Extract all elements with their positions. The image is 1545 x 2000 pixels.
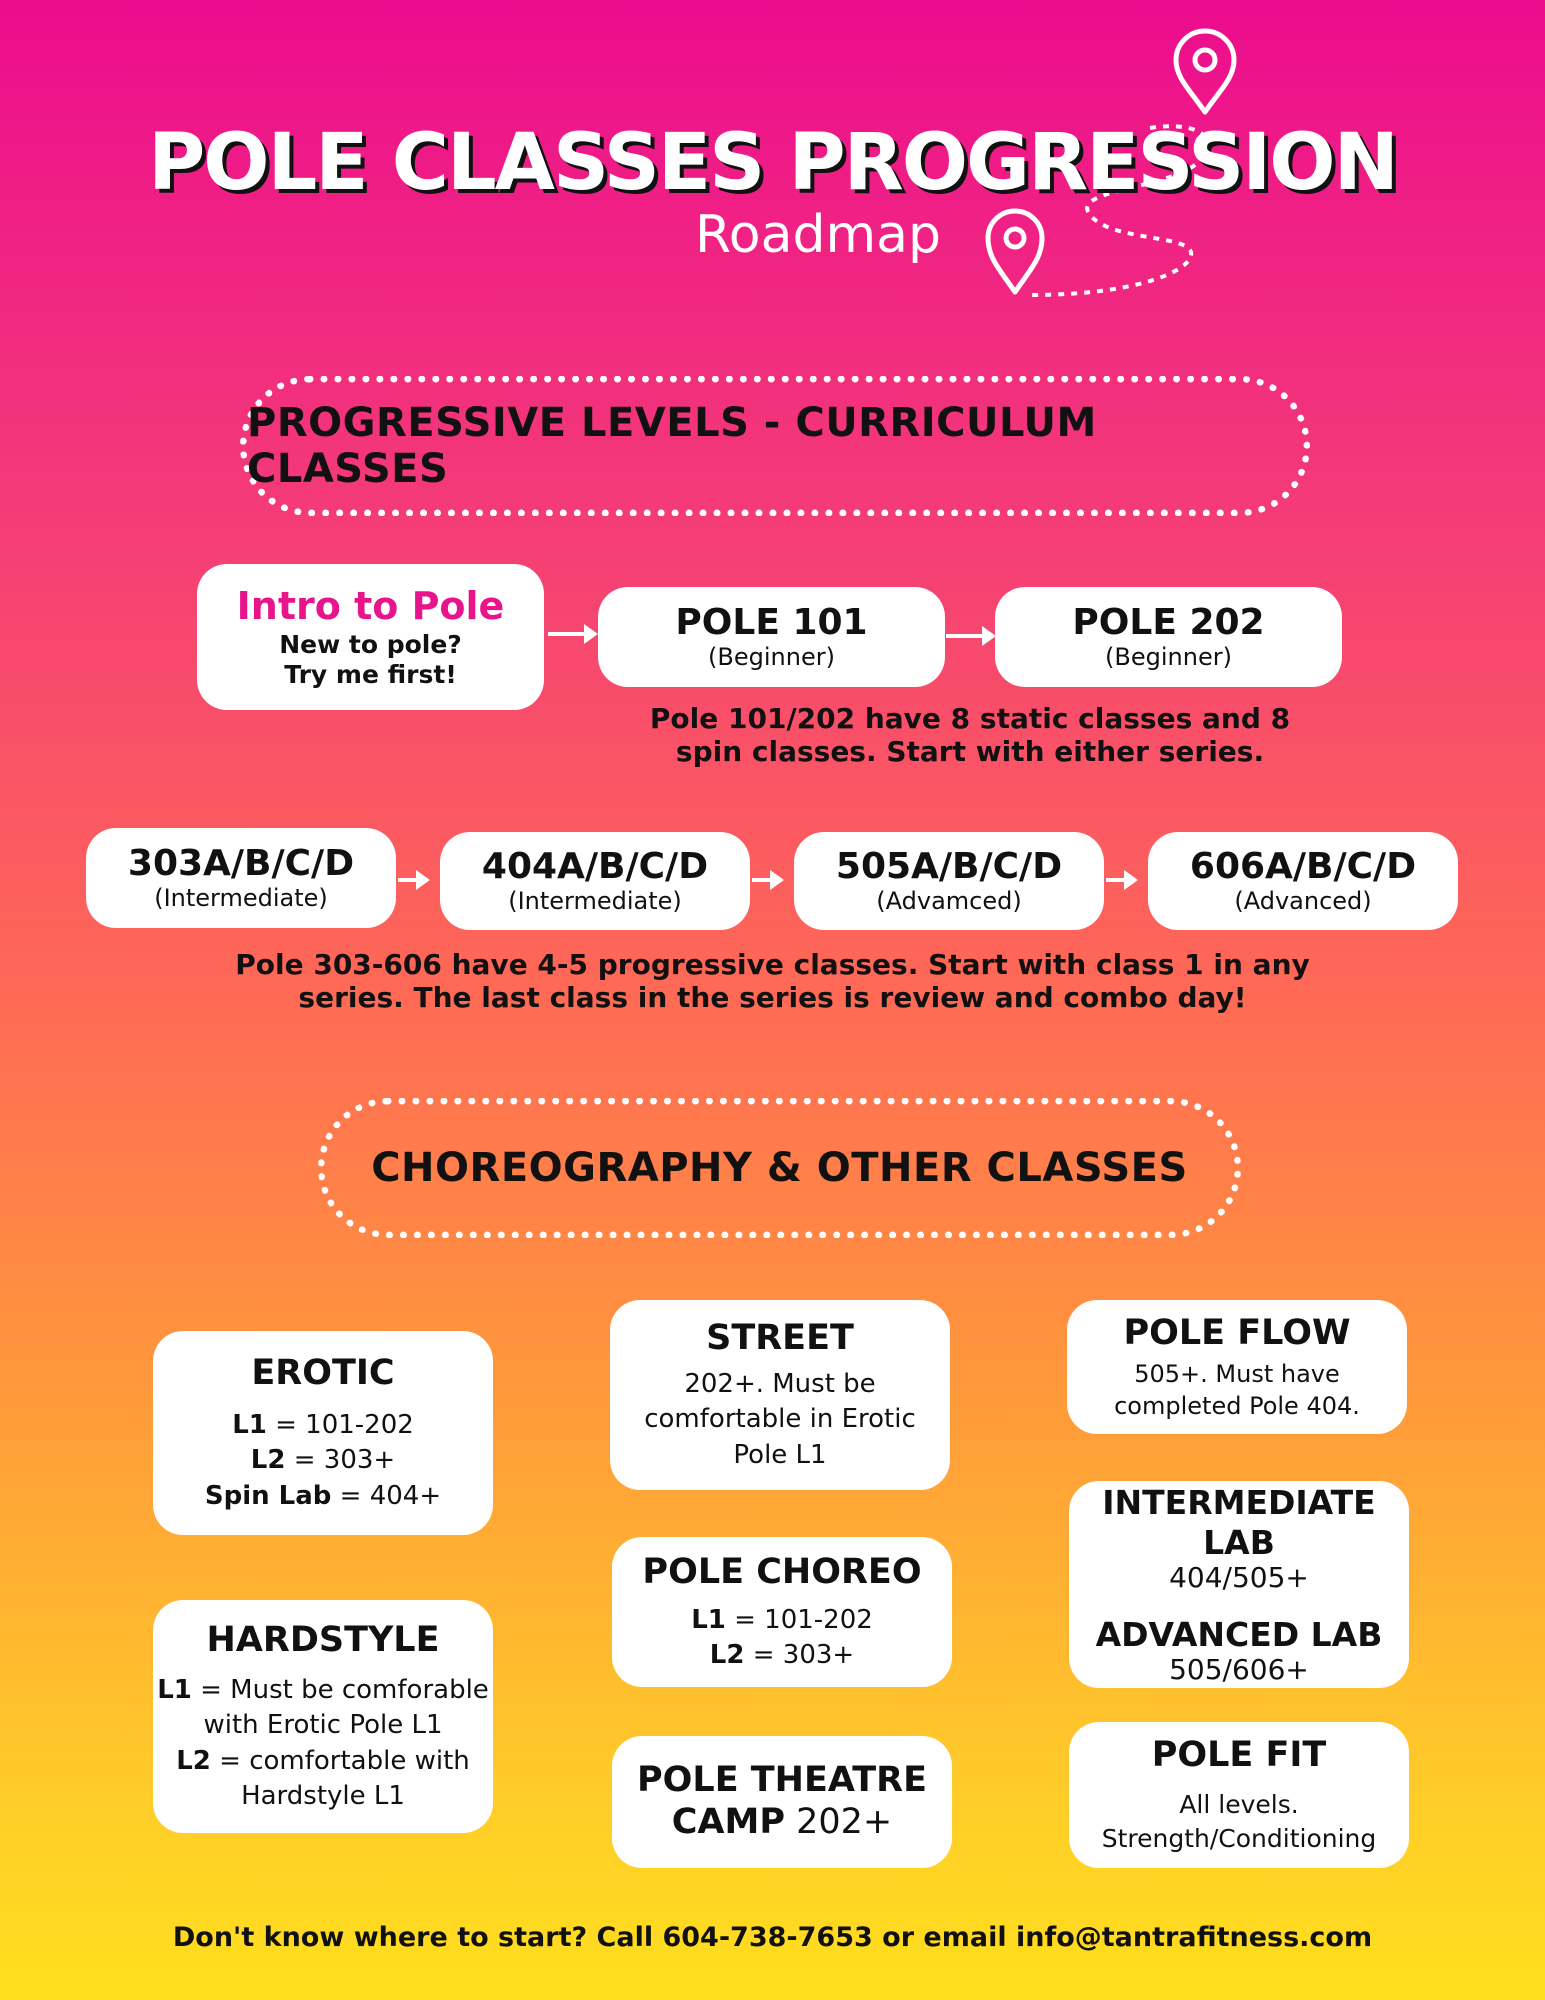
- page-title: POLE CLASSES PROGRESSION: [148, 118, 1397, 208]
- note-line: Pole 101/202 have 8 static classes and 8: [649, 702, 1291, 735]
- level-card-pole-101: [598, 587, 945, 687]
- card-line: [691, 1603, 873, 1638]
- level-difficulty: (Beginner): [708, 643, 835, 672]
- card-line: [710, 1638, 854, 1673]
- card-title: STREET: [706, 1318, 854, 1359]
- level-difficulty: (Intermediate): [154, 884, 328, 913]
- card-line: [205, 1479, 441, 1514]
- card-level: 404/505+: [1169, 1560, 1309, 1594]
- pole-theatre-card: [612, 1736, 952, 1868]
- level-difficulty: (Beginner): [1105, 643, 1232, 672]
- card-title: CAMP: [671, 1802, 785, 1843]
- level-card-404: [440, 832, 750, 930]
- section-title: CHOREOGRAPHY & OTHER CLASSES: [371, 1145, 1188, 1191]
- value: = 303+: [744, 1640, 855, 1670]
- level-name: POLE 101: [675, 601, 868, 643]
- section-header-choreo: [318, 1098, 1241, 1238]
- level-difficulty: (Advamced): [876, 887, 1022, 916]
- pole-flow-card: [1067, 1300, 1407, 1434]
- arrow-icon: [398, 878, 420, 882]
- card-title: INTERMEDIATE LAB: [1102, 1483, 1376, 1562]
- card-line: completed Pole 404.: [1114, 1392, 1360, 1420]
- level-name: 505A/B/C/D: [835, 845, 1063, 887]
- card-title: POLE CHOREO: [642, 1551, 922, 1592]
- location-pin-icon: [1176, 0, 1234, 112]
- level-name: POLE 202: [1072, 601, 1265, 643]
- card-line: Hardstyle L1: [241, 1780, 405, 1811]
- card-line: comfortable in Erotic: [644, 1404, 916, 1435]
- intro-to-pole-card: [197, 564, 544, 710]
- level-card-505: [794, 832, 1104, 930]
- level-card-303: [86, 828, 396, 928]
- level: 202+: [785, 1802, 893, 1843]
- card-line: [176, 1744, 470, 1779]
- level-name: 303A/B/C/D: [127, 842, 355, 884]
- note-line: series. The last class in the series is review and combo day!: [298, 981, 1247, 1015]
- arrow-icon: [548, 632, 588, 636]
- level-card-pole-202: [995, 587, 1342, 687]
- level-difficulty: (Advanced): [1234, 887, 1372, 916]
- value: = 101-202: [725, 1604, 873, 1635]
- card-line: [157, 1673, 489, 1708]
- card-title: ADVANCED LAB: [1095, 1615, 1383, 1655]
- intro-line-2: Try me first!: [284, 659, 457, 689]
- card-line: All levels.: [1179, 1790, 1299, 1820]
- value: = 404+: [331, 1480, 442, 1511]
- card-line: 505+. Must have: [1134, 1359, 1340, 1388]
- card-line: [251, 1443, 395, 1478]
- arrow-icon: [946, 634, 986, 638]
- level-difficulty: (Intermediate): [508, 887, 682, 916]
- intro-line-1: New to pole?: [279, 629, 462, 659]
- card-level: 505/606+: [1169, 1652, 1309, 1686]
- label: L2: [250, 1445, 286, 1476]
- value: = Must be comforable: [191, 1675, 489, 1706]
- pole-choreo-card: [612, 1537, 952, 1687]
- arrow-icon: [1106, 878, 1128, 882]
- card-title-line-2: [672, 1801, 893, 1845]
- erotic-card: [153, 1331, 493, 1535]
- label: Spin Lab: [204, 1480, 332, 1511]
- row1-note: [600, 702, 1340, 768]
- card-line: [232, 1408, 414, 1443]
- level-name: 404A/B/C/D: [481, 845, 709, 887]
- label: L2: [176, 1745, 211, 1776]
- label: L1: [691, 1604, 726, 1635]
- card-title: POLE THEATRE: [637, 1760, 927, 1801]
- card-line: Pole L1: [733, 1439, 827, 1470]
- row2-note: [180, 948, 1365, 1014]
- note-line: Pole 303-606 have 4-5 progressive classes. Start with class 1 in any: [235, 948, 1310, 981]
- street-card: [610, 1300, 950, 1490]
- pole-fit-card: [1069, 1722, 1409, 1868]
- location-pin-icon: [988, 211, 1042, 292]
- intro-title: Intro to Pole: [236, 584, 505, 629]
- card-line: 202+. Must be: [684, 1369, 876, 1400]
- card-line: Strength/Conditioning: [1101, 1824, 1377, 1853]
- card-title: POLE FIT: [1151, 1735, 1327, 1776]
- section-header-progressive: [240, 376, 1310, 516]
- label: L1: [157, 1675, 192, 1706]
- footer-contact: Don't know where to start? Call 604-738-7653 or email info@tantrafitness.com: [172, 1922, 1373, 1953]
- page-subtitle: Roadmap: [695, 205, 942, 265]
- level-card-606: [1148, 832, 1458, 930]
- section-title: PROGRESSIVE LEVELS - CURRICULUM CLASSES: [247, 400, 1097, 492]
- value: = 101-202: [266, 1410, 414, 1441]
- hardstyle-card: [153, 1600, 493, 1833]
- card-title: HARDSTYLE: [206, 1620, 440, 1661]
- arrow-icon: [752, 878, 774, 882]
- note-line: spin classes. Start with either series.: [675, 735, 1265, 769]
- label: L1: [232, 1410, 267, 1441]
- card-title: EROTIC: [251, 1353, 395, 1394]
- value: = comfortable with: [210, 1745, 470, 1776]
- card-line: with Erotic Pole L1: [203, 1710, 443, 1741]
- label: L2: [709, 1640, 745, 1670]
- labs-card: [1069, 1481, 1409, 1688]
- card-title: POLE FLOW: [1123, 1312, 1351, 1353]
- value: = 303+: [285, 1445, 396, 1476]
- level-name: 606A/B/C/D: [1189, 845, 1417, 887]
